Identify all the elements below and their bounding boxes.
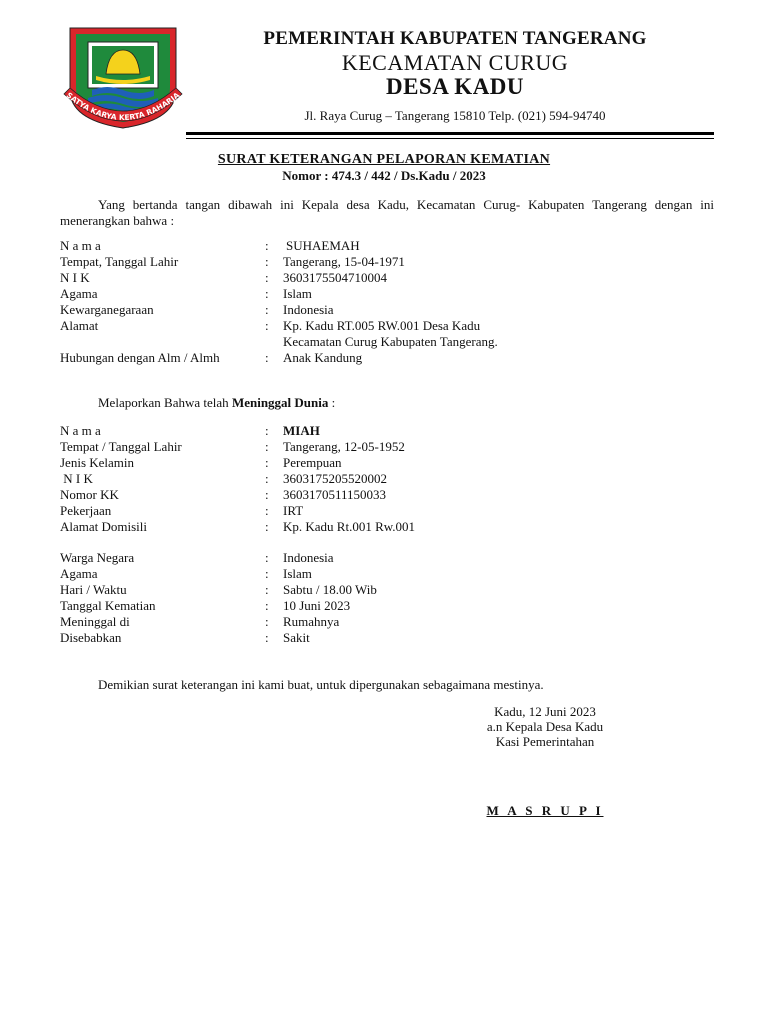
signature-on-behalf: a.n Kepala Desa Kadu bbox=[486, 719, 604, 734]
letterhead-divider bbox=[186, 132, 714, 135]
report-emphasis: Meninggal Dunia bbox=[231, 395, 329, 410]
report-sentence: Melaporkan Bahwa telah Meninggal Dunia : bbox=[98, 395, 336, 410]
signature-place-date: Kadu, 12 Juni 2023 bbox=[494, 704, 596, 719]
closing-statement: Demikian surat keterangan ini kami buat, untuk dipergunakan sebagaimana mestinya. bbox=[98, 677, 544, 692]
letter-intro: Yang bertanda tangan dibawah ini Kepala desa Kadu, Kecamatan Curug- Kabupaten Tangerang dengan ini menerangkan bahwa : bbox=[60, 197, 714, 228]
letterhead-district: KECAMATAN CURUG bbox=[341, 50, 569, 75]
signature-position: Kasi Pemerintahan bbox=[495, 734, 595, 749]
letterhead-divider-thin bbox=[186, 138, 714, 139]
letterhead-address: Jl. Raya Curug – Tangerang 15810 Telp. (021) 594-94740 bbox=[304, 108, 606, 123]
letterhead-village: DESA KADU bbox=[385, 74, 525, 99]
letter-number: Nomor : 474.3 / 442 / Ds.Kadu / 2023 bbox=[282, 168, 486, 183]
letterhead-government: PEMERINTAH KABUPATEN TANGERANG bbox=[263, 28, 647, 49]
logo-motto: SATYA KARYA KERTA RAHARJA bbox=[64, 90, 182, 123]
letter-title: SURAT KETERANGAN PELAPORAN KEMATIAN bbox=[217, 152, 551, 167]
signatory-name: M A S R U P I bbox=[486, 803, 604, 818]
